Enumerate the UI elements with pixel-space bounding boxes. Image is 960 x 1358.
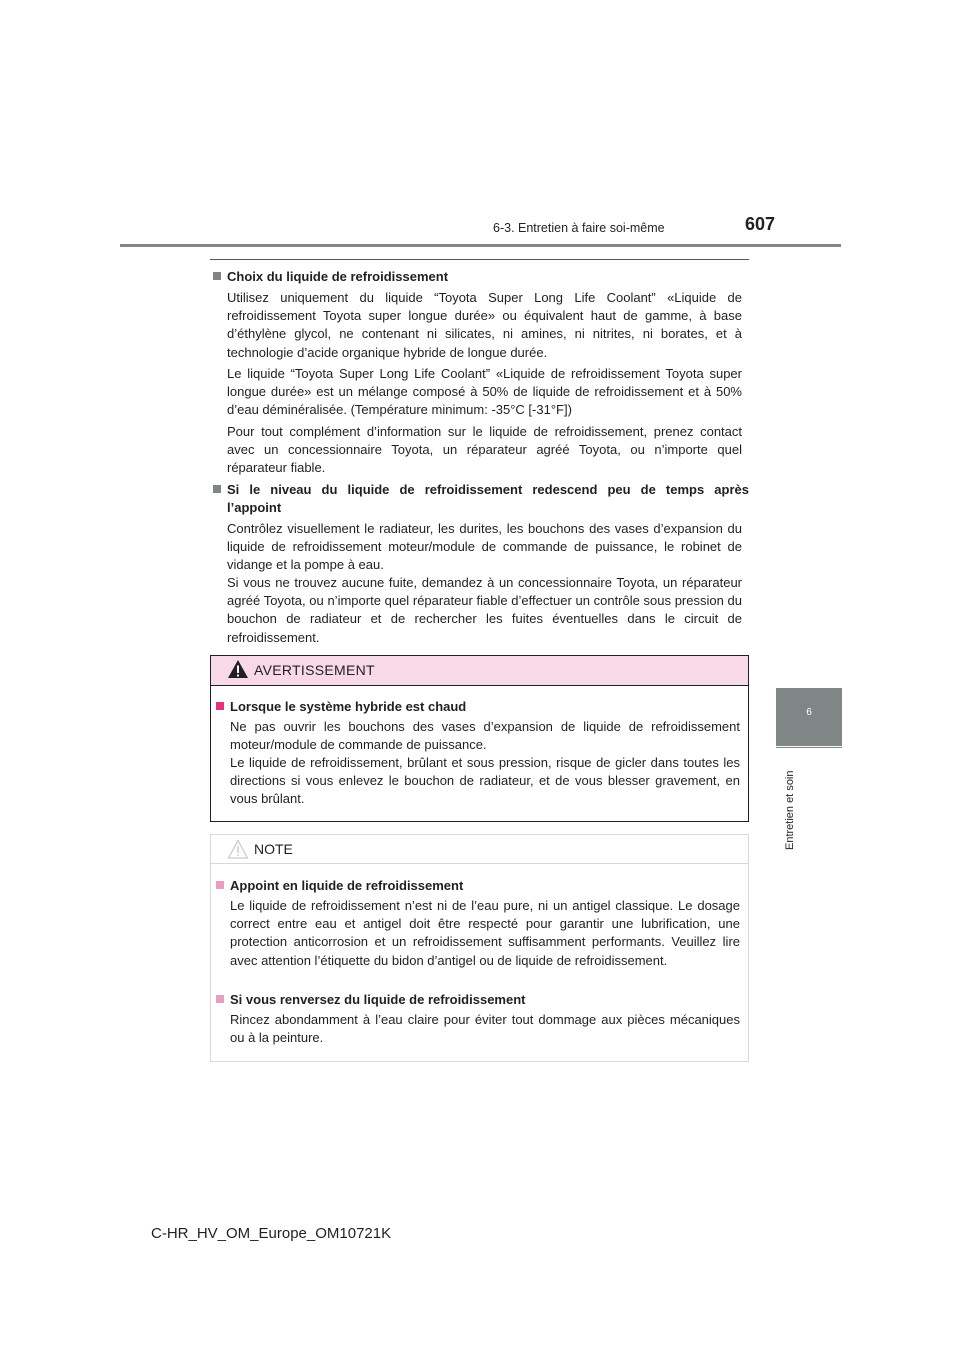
chapter-side-label — [783, 772, 798, 862]
note-paragraph: Le liquide de refroidissement n’est ni de l’eau pure, ni un antigel classique. Le dosage correct entre eau et antigel doit être respecté pour garantir une lubrification, une protection anticorrosion et un refroidissement suffisamment performants. Veuillez lire avec attention l’étiquette du bidon d’antigel ou de liquide de refroidissement. — [230, 898, 740, 968]
page-number: 607 — [745, 214, 776, 234]
chapter-tab-rule — [776, 747, 842, 748]
chapter-number: 6 — [806, 707, 812, 718]
paragraph: Contrôlez visuellement le radiateur, les durites, les bouchons des vases d’expansion du liquide de refroidissement moteur/module de commande de puissance, le robinet de vidange et la pompe à eau. — [227, 521, 742, 573]
heading-text: Si le niveau du liquide de refroidissement redescend peu de temps après — [227, 482, 749, 497]
document-id: C-HR_HV_OM_Europe_OM10721K — [151, 1225, 392, 1242]
section-heading — [213, 481, 749, 499]
section-heading — [213, 268, 749, 286]
bullet-square-icon — [213, 485, 221, 493]
paragraph: Le liquide “Toyota Super Long Life Coolant” «Liquide de refroidissement Toyota super longue durée» est un mélange composé à 50% de liquide de refroidissement et à 50% d’eau déminéralisée. (Température minimum: -35°C [-31°F]) — [227, 366, 742, 418]
warning-heading — [216, 698, 740, 716]
note-paragraph: Rincez abondamment à l’eau claire pour éviter tout dommage aux pièces mécaniques ou à la peinture. — [230, 1012, 740, 1046]
heading-text: Si vous renversez du liquide de refroidissement — [230, 992, 526, 1007]
chapter-label: Entretien et soin — [784, 770, 796, 850]
warning-paragraph: Le liquide de refroidissement, brûlant et sous pression, risque de gicler dans toutes les directions si vous enlevez le bouchon de radiateur, et de vous blesser gravement, en vous brûlant. — [230, 755, 740, 807]
warning-paragraph: Ne pas ouvrir les bouchons des vases d’expansion de liquide de refroidissement moteur/module de commande de puissance. — [230, 719, 740, 753]
bullet-square-icon — [216, 995, 224, 1003]
heading-text: Choix du liquide de refroidissement — [227, 269, 449, 284]
bullet-square-icon — [216, 881, 224, 889]
chapter-tab — [776, 688, 842, 746]
note-title: NOTE — [254, 841, 293, 857]
note-triangle-icon — [227, 839, 249, 859]
note-heading — [216, 877, 740, 895]
warning-triangle-icon — [227, 659, 249, 679]
warning-title: AVERTISSEMENT — [254, 662, 375, 678]
section-heading-cont: l’appoint — [227, 500, 282, 515]
paragraph: Pour tout complément d’information sur le liquide de refroidissement, prenez contact avec un concessionnaire Toyota, un réparateur agréé Toyota, ou n’importe quel réparateur fiable. — [227, 424, 742, 476]
heading-text: Appoint en liquide de refroidissement — [230, 878, 464, 893]
paragraph: Si vous ne trouvez aucune fuite, demandez à un concessionnaire Toyota, un réparateur agréé Toyota, ou n’importe quel réparateur fiable d’effectuer un contrôle sous pression du bouchon de radiateur et de rechercher les fuites éventuelles dans le circuit de refroidissement. — [227, 575, 742, 645]
heading-text: Lorsque le système hybride est chaud — [230, 699, 467, 714]
section-title: 6-3. Entretien à faire soi-même — [493, 221, 665, 235]
paragraph: Utilisez uniquement du liquide “Toyota Super Long Life Coolant” «Liquide de refroidissement Toyota super longue durée» ou équivalent haut de gamme, à base d’éthylène glycol, ne contenant ni silicates, ni amines, ni nitrites, ni borates, et à technologie d’acide organique hybride de longue durée. — [227, 290, 742, 360]
note-heading — [216, 991, 740, 1009]
content-rule — [210, 259, 749, 260]
header-rule — [120, 244, 841, 247]
bullet-square-icon — [213, 272, 221, 280]
bullet-square-icon — [216, 702, 224, 710]
